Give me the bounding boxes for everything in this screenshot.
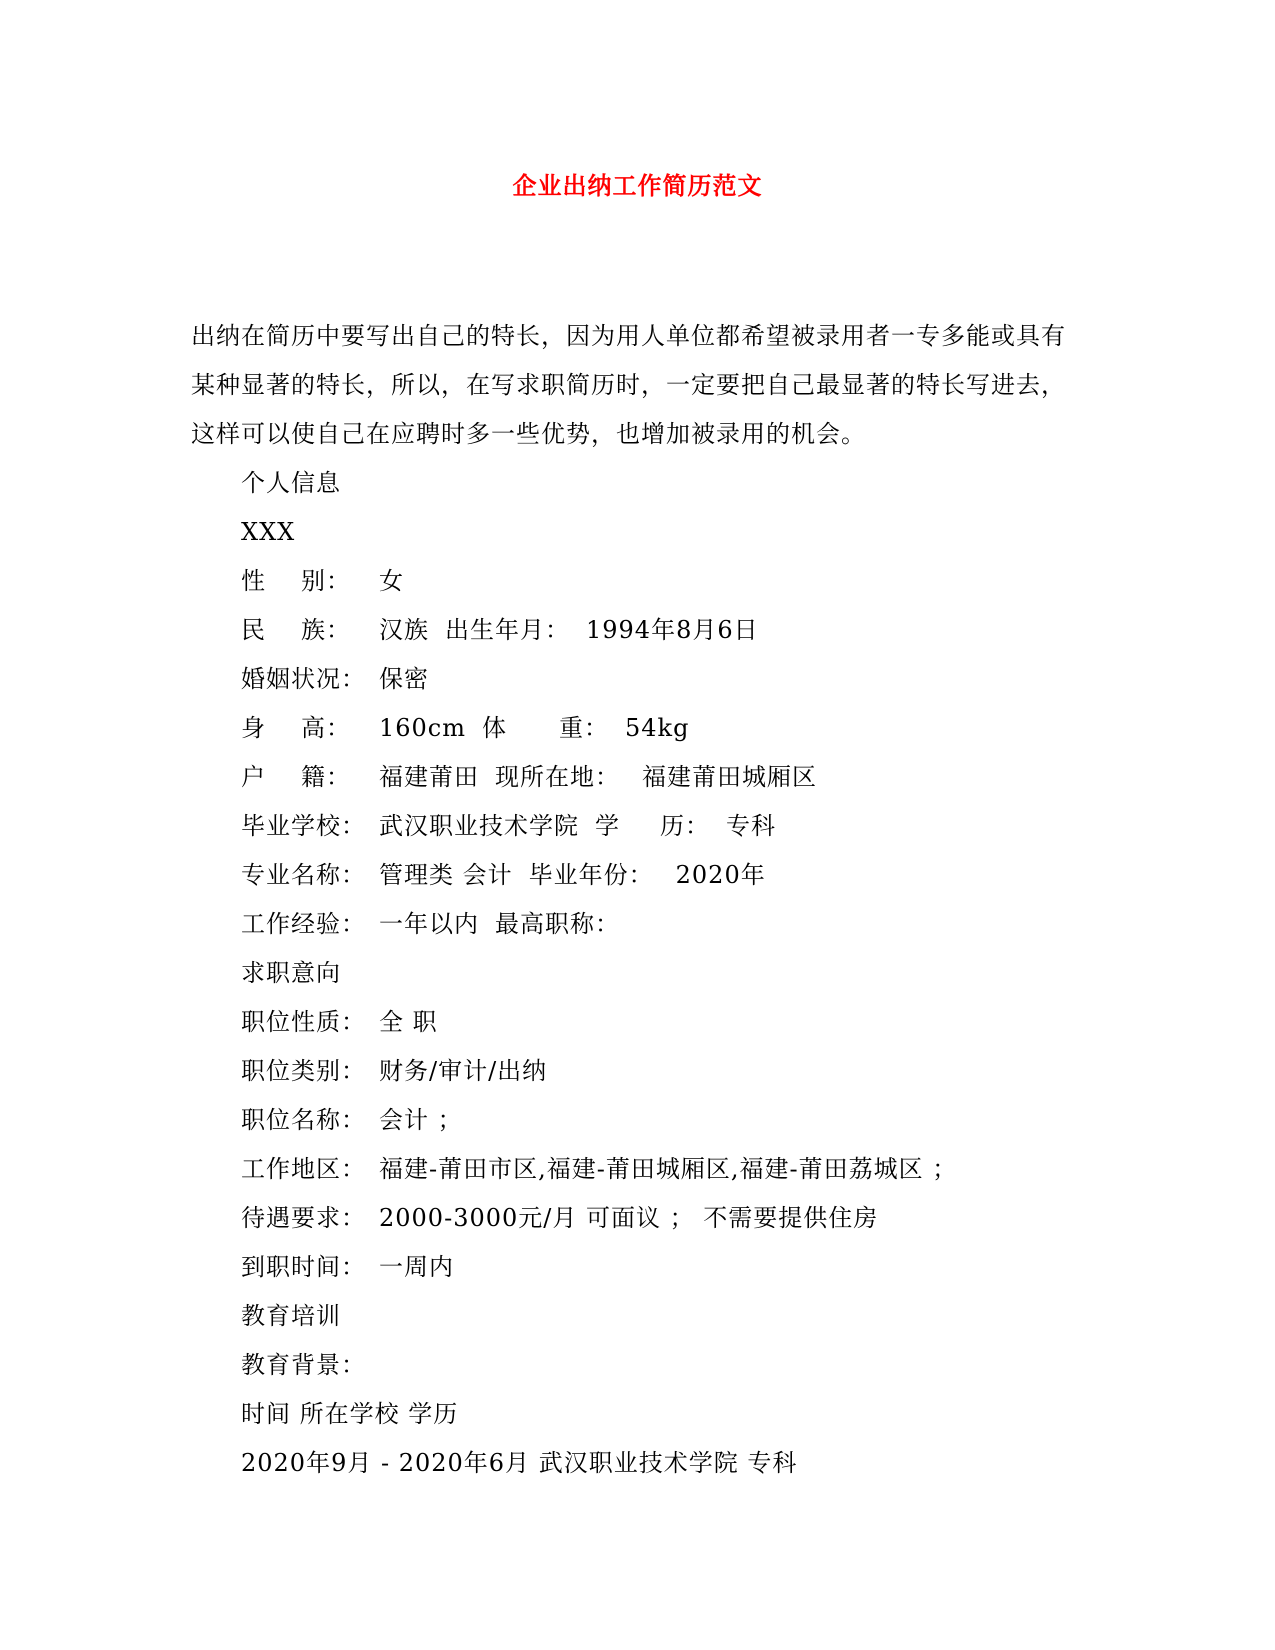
major-value: 管理类 会计 毕业年份： 2020年 (379, 861, 766, 889)
height-label: 身 高： (241, 714, 351, 742)
location-value: 福建莆田城厢区 (642, 763, 817, 791)
intro-line: 某种显著的特长，所以，在写求职简历时，一定要把自己最显著的特长写进去， (191, 371, 1066, 399)
name-value: XXX (241, 518, 296, 546)
job-category-label: 职位类别： (241, 1057, 366, 1085)
name-row (241, 508, 1141, 557)
graduation-year-value: 2020年 (675, 861, 766, 889)
section-heading-personal: 个人信息 (241, 469, 341, 497)
birth-value: 1994年8月6日 (586, 616, 759, 644)
experience-label: 工作经验： (241, 910, 366, 938)
hukou-row (241, 753, 1141, 802)
school-label: 毕业学校： (241, 812, 366, 840)
education-entry-row: 2020年9月 - 2020年6月 武汉职业技术学院 专科 (241, 1449, 798, 1477)
hukou-label: 户 籍： (241, 763, 351, 791)
start-time-value: 一周内 (379, 1253, 454, 1281)
degree-value: 专科 (726, 812, 776, 840)
start-time-row (241, 1243, 1141, 1292)
intro-line: 这样可以使自己在应聘时多一些优势，也增加被录用的机会。 (191, 420, 866, 448)
graduation-year-label: 毕业年份： (528, 861, 654, 889)
salary-value: 2000-3000元/月 可面议 ； 不需要提供住房 (379, 1204, 879, 1232)
job-type-row (241, 998, 1141, 1047)
education-background-label: 教育背景： (241, 1351, 366, 1379)
job-category-value: 财务/审计/出纳 (379, 1057, 548, 1085)
job-name-row (241, 1096, 1141, 1145)
height-value: 160cm 体 重： 54kg (379, 714, 690, 742)
weight-label: 体 重： (482, 714, 610, 742)
marital-value: 保密 (379, 665, 429, 693)
education-background-row (241, 1341, 1141, 1390)
school-row (241, 802, 1141, 851)
height-row (241, 704, 1141, 753)
experience-row (241, 900, 1141, 949)
gender-row (241, 557, 1141, 606)
ethnicity-value: 汉族 出生年月： 1994年8月6日 (379, 616, 759, 644)
weight-value: 54kg (625, 714, 690, 742)
document-title: 企业出纳工作简历范文 (512, 171, 763, 200)
work-area-value: 福建-莆田市区,福建-莆田城厢区,福建-莆田荔城区 ； (379, 1155, 958, 1183)
work-area-row (241, 1145, 1141, 1194)
school-value: 武汉职业技术学院 学 历： 专科 (379, 812, 776, 840)
marital-label: 婚姻状况： (241, 665, 366, 693)
gender-value: 女 (379, 567, 404, 595)
marital-row (241, 655, 1141, 704)
major-label: 专业名称： (241, 861, 366, 889)
major-row (241, 851, 1141, 900)
salary-label: 待遇要求： (241, 1204, 366, 1232)
title-label: 最高职称： (495, 910, 620, 938)
section-heading-intent: 求职意向 (241, 959, 341, 987)
work-area-label: 工作地区： (241, 1155, 366, 1183)
start-time-label: 到职时间： (241, 1253, 366, 1281)
degree-label: 学 历： (595, 812, 710, 840)
job-name-label: 职位名称： (241, 1106, 366, 1134)
section-heading-education: 教育培训 (241, 1302, 341, 1330)
intro-paragraph (191, 312, 1071, 459)
ethnicity-row (241, 606, 1141, 655)
hukou-value: 福建莆田 现所在地： 福建莆田城厢区 (379, 763, 817, 791)
location-label: 现所在地： (495, 763, 620, 791)
experience-value: 一年以内 最高职称： (379, 910, 620, 938)
job-type-label: 职位性质： (241, 1008, 366, 1036)
job-name-value: 会计 ； (379, 1106, 463, 1134)
birth-label: 出生年月： (445, 616, 570, 644)
gender-label: 性 别： (241, 567, 351, 595)
salary-row (241, 1194, 1141, 1243)
job-category-row (241, 1047, 1141, 1096)
resume-body (241, 459, 1141, 1488)
education-header-row: 时间 所在学校 学历 (241, 1400, 459, 1428)
ethnicity-label: 民 族： (241, 616, 351, 644)
intro-line: 出纳在简历中要写出自己的特长，因为用人单位都希望被录用者一专多能或具有 (191, 322, 1066, 350)
job-type-value: 全 职 (379, 1008, 438, 1036)
